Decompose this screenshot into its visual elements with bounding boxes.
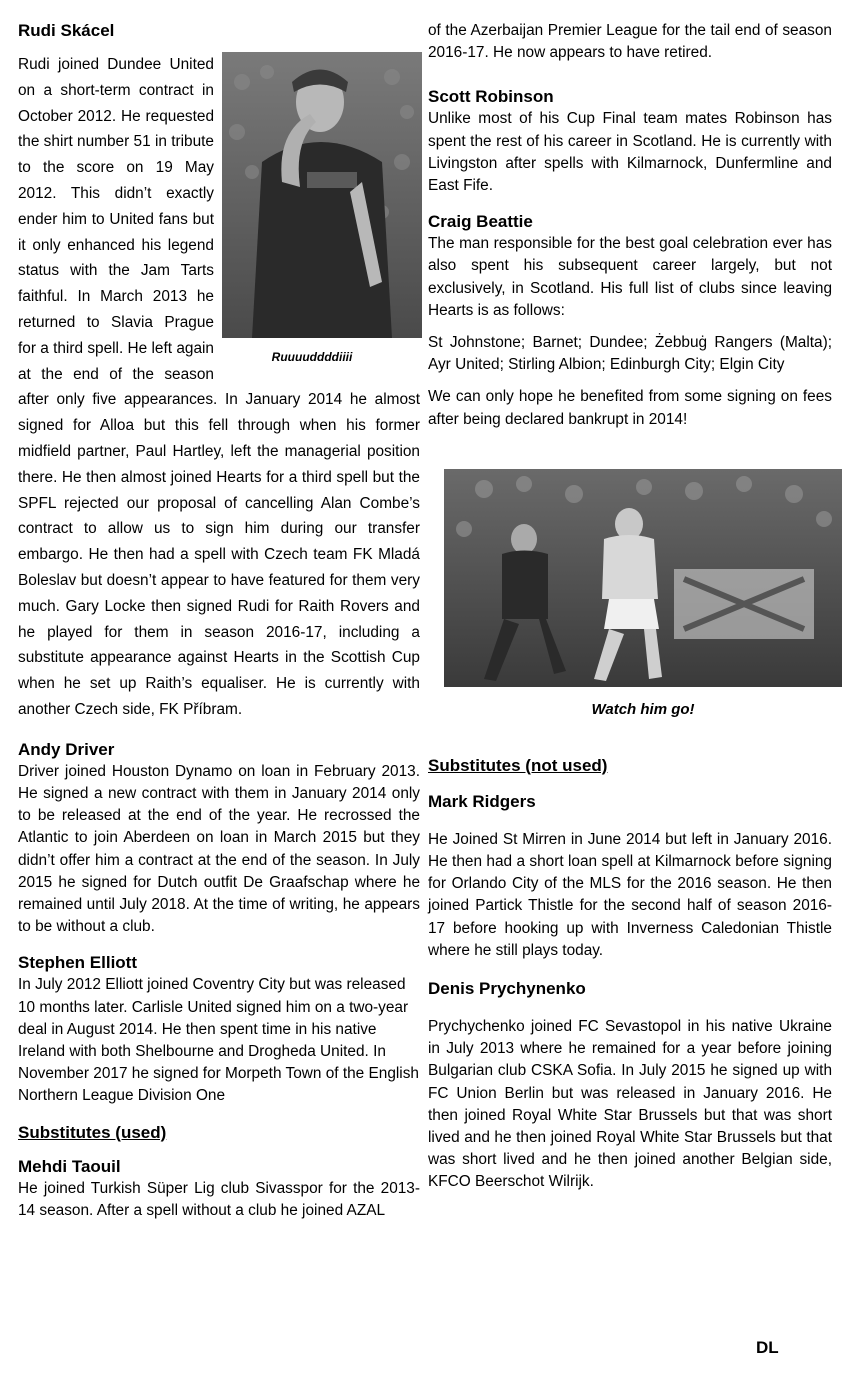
rudi-body: Rudi joined Dundee United on a short-term contract in October 2012. He requested the shirt number 51 in tribute to the score on 19 May 2012. This didn’t exactly ender him to United fans but it only enhanced his legend status with the Jam Tarts faithful. In March 2013 he returned to Slavia Prague for a third spell. He left again at the end of the season after only five appearances. In January 2014 he almost signed for Alloa but this fell through when his former midfield partner, Paul Hartley, left the managerial position there. He then almost joined Hearts for a third spell but the SPFL rejected our proposal of cancelling Alan Combe’s contract to allow us to sign him during our transfer embargo. He then had a spell with Czech team FK Mladá Boleslav but doesn’t appear to have featured for them very much. Gary Locke then signed Rudi for Raith Rovers and he played for them in season 2016-17, including a substitute appearance against Hearts in the Scottish Cup when he set up Raith’s equaliser. He is currently with another Czech side, FK Příbram. <box>18 56 420 718</box>
right-column <box>428 0 832 1194</box>
beattie-photo-block <box>444 469 842 719</box>
rudi-photo <box>222 52 422 338</box>
ridgers-heading: Mark Ridgers <box>428 791 536 811</box>
rudi-heading: Rudi Skácel <box>18 21 115 40</box>
subs-unused-heading: Substitutes (not used) <box>428 755 608 775</box>
driver-body: Driver joined Houston Dynamo on loan in February 2013. He signed a new contract with them in January 2014 only to be released at the end of the year. He recrossed the Atlantic to join Aberdeen on loan in March 2015 but they didn’t offer him a contract at the end of the season. In July 2015 he signed for Dutch outfit De Graafschap where he remained until July 2018. At the time of writing, he appears to be without a club. <box>18 762 420 936</box>
elliott-body: In July 2012 Elliott joined Coventry City but was released 10 months later. Carlisle United signed him on a two-year deal in August 2014. He then spent time in his native Ireland with both Shelbourne and Drogheda United. In November 2017 he signed for Morpeth Town of the English Northern League Division One <box>18 976 419 1105</box>
driver-heading: Andy Driver <box>18 739 115 759</box>
beattie-heading: Craig Beattie <box>428 212 533 232</box>
signoff: DL <box>756 1338 779 1357</box>
beattie-clubs: St Johnstone; Barnet; Dundee; Żebbuġ Rangers (Malta); Ayr United; Stirling Albion; Edinburgh City; Elgin City <box>428 334 832 374</box>
rudi-photo-caption: Ruuuuddddiiii <box>271 350 353 364</box>
taouil-body: He joined Turkish Süper Lig club Sivasspor for the 2013-14 season. After a spell without a club he joined AZAL <box>18 1179 420 1219</box>
elliott-heading: Stephen Elliott <box>18 953 137 973</box>
prychynenko-body: Prychychenko joined FC Sevastopol in his native Ukraine in July 2013 where he remained for a year before joining Bulgarian club CSKA Sofia. In July 2015 he signed up with FC Union Berlin but was released in January 2016. He then joined Royal White Star Brussels but that was short lived and he then joined Royal White Star Brussels but that was short lived and he then joined another Belgian side, KFCO Beerschot Wilrijk. <box>428 1018 832 1191</box>
robinson-heading: Scott Robinson <box>428 87 554 107</box>
left-column <box>18 0 420 1222</box>
rudi-photo-block <box>222 52 422 364</box>
beattie-body: The man responsible for the best goal celebration ever has also spent his subsequent career largely, but not exclusively, in Scotland. His full list of clubs since leaving Hearts is as follows: <box>428 235 832 319</box>
taouil-heading: Mehdi Taouil <box>18 1156 121 1176</box>
beattie-photo <box>444 469 842 687</box>
prychynenko-heading: Denis Prychynenko <box>428 979 586 999</box>
beattie-closing: We can only hope he benefited from some signing on fees after being declared bankrupt in 2014! <box>428 388 832 428</box>
subs-used-heading: Substitutes (used) <box>18 1122 167 1142</box>
robinson-body: Unlike most of his Cup Final team mates Robinson has spent the rest of his career in Scotland. He is currently with Livingston after spells with Kilmarnock, Dunfermline and East Fife. <box>428 110 832 195</box>
taouil-continued: of the Azerbaijan Premier League for the tail end of season 2016-17. He now appears to have retired. <box>428 22 832 62</box>
ridgers-body: He Joined St Mirren in June 2014 but left in January 2016. He then had a short loan spell at Kilmarnock before signing for Orlando City of the MLS for the 2016 season. He then joined Partick Thistle for the second half of season 2016-17 before hooking up with Inverness Caledonian Thistle where he still plays today. <box>428 830 832 959</box>
beattie-photo-caption: Watch him go! <box>591 700 695 718</box>
